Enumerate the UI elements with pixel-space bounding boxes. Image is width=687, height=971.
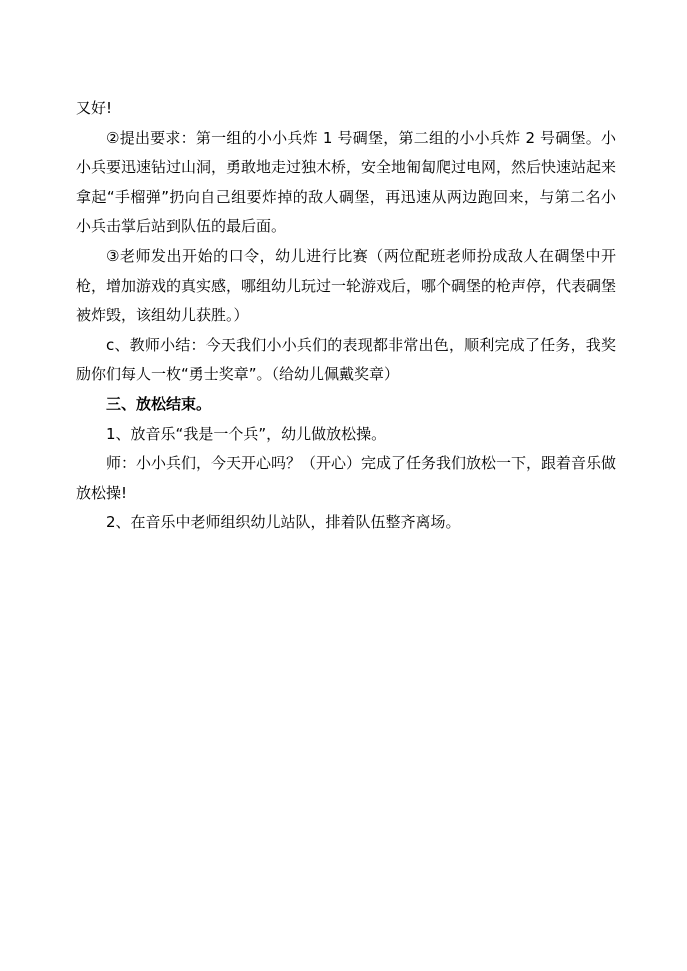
- paragraph-exit: 2、在音乐中老师组织幼儿站队，排着队伍整齐离场。: [106, 513, 461, 532]
- paragraph-teacher-summary: c、教师小结：今天我们小小兵们的表现都非常出色，顺利完成了任务，我奖励你们每人一枚“勇士奖章”。（给幼儿佩戴奖章）: [76, 335, 616, 384]
- paragraph-teacher-speech: 师：小小兵们，今天开心吗？（开心）完成了任务我们放松一下，跟着音乐做放松操!: [76, 454, 617, 502]
- paragraph-requirements: ②提出要求：第一组的小小兵炸 1 号碉堡，第二组的小小兵炸 2 号碉堡。小小兵要迅速钻过山洞，勇敢地走过独木桥，安全地匍匐爬过电网，然后快速站起来拿起“手榴弹”扔向自己组要炸掉的敌人碉堡，再迅速从两边跑回来，与第二名小小兵击掌后站到队伍的最后面。: [76, 128, 617, 236]
- paragraph-continuation: 又好!: [76, 99, 113, 117]
- section-heading-relax: 三、放松结束。: [106, 394, 212, 413]
- paragraph-competition: ③老师发出开始的口令，幼儿进行比赛（两位配班老师扮成敌人在碉堡中开枪，增加游戏的真实感，哪组幼儿玩过一轮游戏后，哪个碉堡的枪声停，代表碉堡被炸毁，该组幼儿获胜。）: [76, 246, 617, 325]
- document-body: [76, 94, 616, 538]
- paragraph-music: 1、放音乐“我是一个兵”，幼儿做放松操。: [106, 424, 387, 443]
